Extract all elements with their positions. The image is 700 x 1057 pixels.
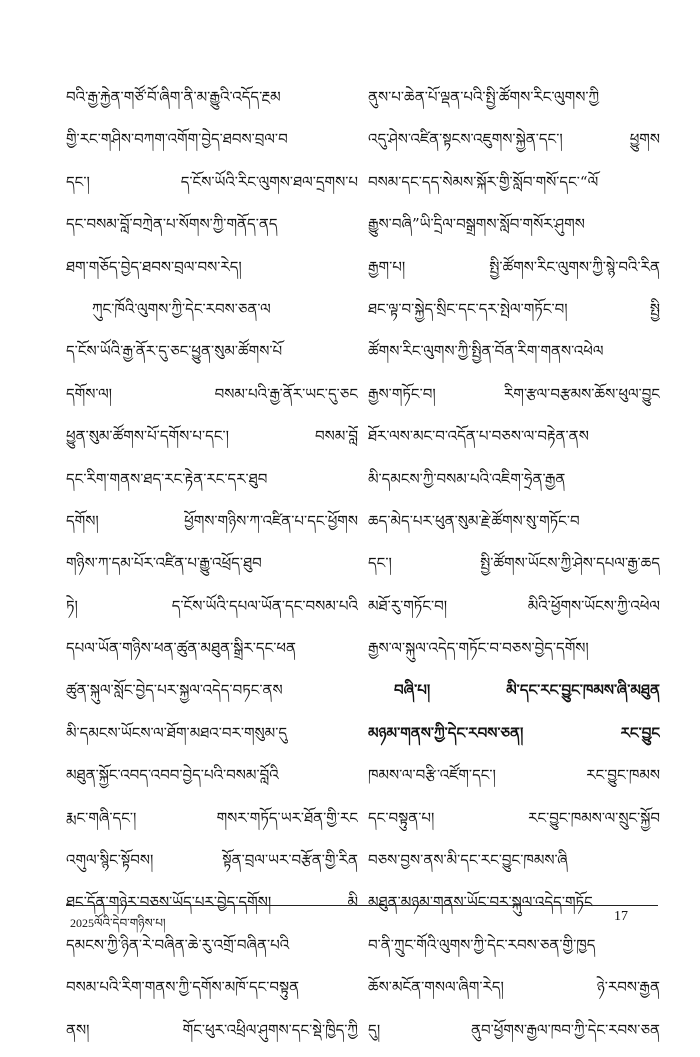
text-line: ནས། གོང་ཕུར་འཕྲིལ་ཤུགས་དང་སྡེ་ཁྱིད་ཀྱི bbox=[66, 1020, 358, 1039]
text-line: རྒྱས་གཏོང་བ། རིག་རྩལ་བརྩམས་ཆོས་ཕུལ་བྱུང bbox=[368, 384, 660, 403]
footer-issue: 2025ལོའི་དེབ་གཉིས་པ། bbox=[70, 916, 166, 930]
text-line: ཐང་དོན་གཉེར་བཅས་ཡོད་པར་བྱེད་དགོས། མི bbox=[66, 893, 358, 912]
text-line: རྨང་གཞི་དང་། གསར་གཏོད་ཡར་ཐོན་གྱི་རང bbox=[66, 808, 358, 827]
text-line: དཔལ་ཡོན་གཉིས་ཕན་ཚུན་མཐུན་སྒྲིར་དང་ཕན bbox=[66, 639, 297, 658]
text-line: རྒྱག་པ། སྤྱི་ཚོགས་རིང་ལུགས་ཀྱི་སྙེ་བའི་རིན bbox=[368, 257, 660, 276]
text-line: མཐོ་རུ་གཏོང་བ། མིའི་ཕྱོགས་ཡོངས་ཀྱི་འཕེལ bbox=[368, 596, 660, 615]
text-line: ཀུང་ཁོའི་ལུགས་ཀྱི་དེང་རབས་ཅན་ལ bbox=[92, 299, 271, 318]
text-line: ཆོས་མངོན་གསལ་ཞིག་རེད། ཉེ་རབས་རྒྱན bbox=[368, 978, 660, 997]
text-line: དང་། སྤྱི་ཚོགས་ཡོངས་ཀྱི་ཤེས་དཔལ་རྒྱ་ཆད bbox=[368, 554, 660, 573]
text-line: དུ། ནུབ་ཕྱོགས་རྒྱལ་ཁབ་ཀྱི་དེང་རབས་ཅན bbox=[368, 1020, 660, 1039]
footer-rule bbox=[66, 905, 658, 906]
text-line: ཕྱུན་སུམ་ཚོགས་པོ་དགོས་པ་དང་། བསམ་བློ bbox=[66, 427, 358, 446]
text-line: འདུ་ཤེས་འཛིན་སྟངས་འཇུགས་སྐྱེན་དང་། ཕྱུགས bbox=[368, 130, 660, 149]
text-line: རྒྱུས་བཞི”ཡི་དྲིལ་བསྒྲགས་སློབ་གསོར་ཤུགས bbox=[368, 215, 585, 234]
text-line: ཐག་གཅོད་བྱེད་ཐབས་བྲལ་བས་རེད། bbox=[66, 257, 242, 276]
text-line: དང་། ད་ངོས་ཡོའི་རིང་ལུགས་ཐལ་དྲགས་པ bbox=[66, 172, 358, 191]
text-line: བའི་རྒྱ་རྐྱེན་གཙོ་བོ་ཞིག་ནི་མ་རྒྱུའི་འདོད་རྔམ bbox=[66, 88, 281, 106]
text-line: རྒྱས་ལ་སྐུལ་འདེད་གཏོང་བ་བཅས་བྱེད་དགོས། bbox=[368, 639, 589, 658]
text-line: མཐུན་མཉམ་གནས་ཡོང་བར་སྐུལ་འདེད་གཏོང bbox=[368, 893, 593, 912]
text-line: ཏེ། ད་ངོས་ཡོའི་དཔལ་ཡོན་དང་བསམ་པའི bbox=[66, 596, 358, 615]
page-number: 17 bbox=[614, 909, 628, 924]
text-line: ད་ངོས་ཡོའི་རྒྱ་ནོར་དུ་ཅང་ཕྱུན་སུམ་ཚོགས་པོ bbox=[66, 342, 283, 361]
text-line: དང་བསྟུན་པ། རང་བྱུང་ཁམས་ལ་སྲུང་སྐྱོབ bbox=[368, 808, 660, 827]
text-line: གྱི་རང་གཤིས་བཀག་འགོག་བྱེད་ཐབས་བྲལ་བ bbox=[66, 130, 288, 149]
text-line: དགོས། ཕྱོགས་གཉིས་ཀ་འཛིན་པ་དང་ཕྱོགས bbox=[66, 511, 358, 530]
text-line: དང་བསམ་བློ་བཀྲེན་པ་སོགས་ཀྱི་གནོད་ནད bbox=[66, 215, 278, 234]
text-line: དང་རིག་གནས་ཐད་རང་རྟེན་རང་དར་ཐུབ bbox=[66, 469, 268, 488]
text-line: ཐོར་ལས་མང་བ་འདོན་པ་བཅས་ལ་བརྟེན་ནས bbox=[368, 427, 589, 446]
text-line: བཞི་པ། མི་དང་རང་བྱུང་ཁམས་ཞི་མཐུན bbox=[394, 681, 660, 700]
text-line: མི་དམངས་ཀྱི་བསམ་པའི་འཇིག་ཧྲེན་རྒྱན bbox=[368, 469, 566, 488]
text-line: དགོས་ལ། བསམ་པའི་རྒྱ་ནོར་ཡང་དུ་ཅང bbox=[66, 384, 358, 403]
text-line: ཚོགས་རིང་ལུགས་ཀྱི་སྤྱིན་བོན་རིག་གནས་འཕེལ bbox=[368, 342, 604, 361]
text-line: ཁམས་ལ་བརྩི་འཛོག་དང་། རང་བྱུང་ཁམས bbox=[368, 766, 660, 785]
text-line: བ་ནི་ཀྲུང་གོའི་ལུགས་ཀྱི་དེང་རབས་ཅན་གྱི་ཁྱད bbox=[368, 935, 596, 954]
text-line: བཅས་བྱས་ནས་མི་དང་རང་བྱུང་ཁམས་ཞི bbox=[368, 851, 568, 870]
text-line: མི་དམངས་ཡོངས་ལ་ཐོག་མཐའ་བར་གསུམ་དུ bbox=[66, 723, 288, 742]
text-line: མཐུན་སྐྱོང་འབད་འབབ་བྱེད་པའི་བསམ་བློའི bbox=[66, 766, 279, 785]
text-line: ཐང་ལྟ་བ་སྐྱེད་སྲིང་དང་དར་སྤེལ་གཏོང་བ། སྤྱི bbox=[368, 299, 660, 318]
text-line: བསམ་པའི་རིག་གནས་ཀྱི་དགོས་མཁོ་དང་བསྟུན bbox=[66, 978, 300, 997]
text-line: མཉམ་གནས་ཀྱི་དེང་རབས་ཅན། རང་བྱུང bbox=[368, 723, 660, 742]
text-line: འགུལ་སྙིང་སྟོབས། སྟོན་བྲལ་ཡར་བརྩོན་གྱི་རིན bbox=[66, 851, 358, 870]
text-line: གཉིས་ཀ་དམ་པོར་འཛིན་པ་རྒྱུ་འཕྲོད་ཐུབ bbox=[66, 554, 262, 573]
text-line: ནུས་པ་ཆེན་པོ་ལྡན་པའི་སྤྱི་ཚོགས་རིང་ལུགས་ཀྱི bbox=[368, 88, 600, 106]
text-line: ཆད་མེད་པར་ཕུན་སུམ་རྗེ་ཚོགས་སུ་གཏོང་བ bbox=[368, 511, 580, 530]
text-line: བསམ་དང་དད་སེམས་སྐོར་གྱི་སློབ་གསོ་དང་“ལོ bbox=[368, 172, 599, 191]
text-line: ཚུན་སྐུལ་སློང་བྱེད་པར་སྐྱལ་འདེད་བཏང་ནས bbox=[66, 681, 283, 700]
text-line: དམངས་ཀྱི་ཉིན་རེ་བཞིན་ཆེ་རུ་འགྲོ་བཞིན་པའི bbox=[66, 935, 290, 954]
